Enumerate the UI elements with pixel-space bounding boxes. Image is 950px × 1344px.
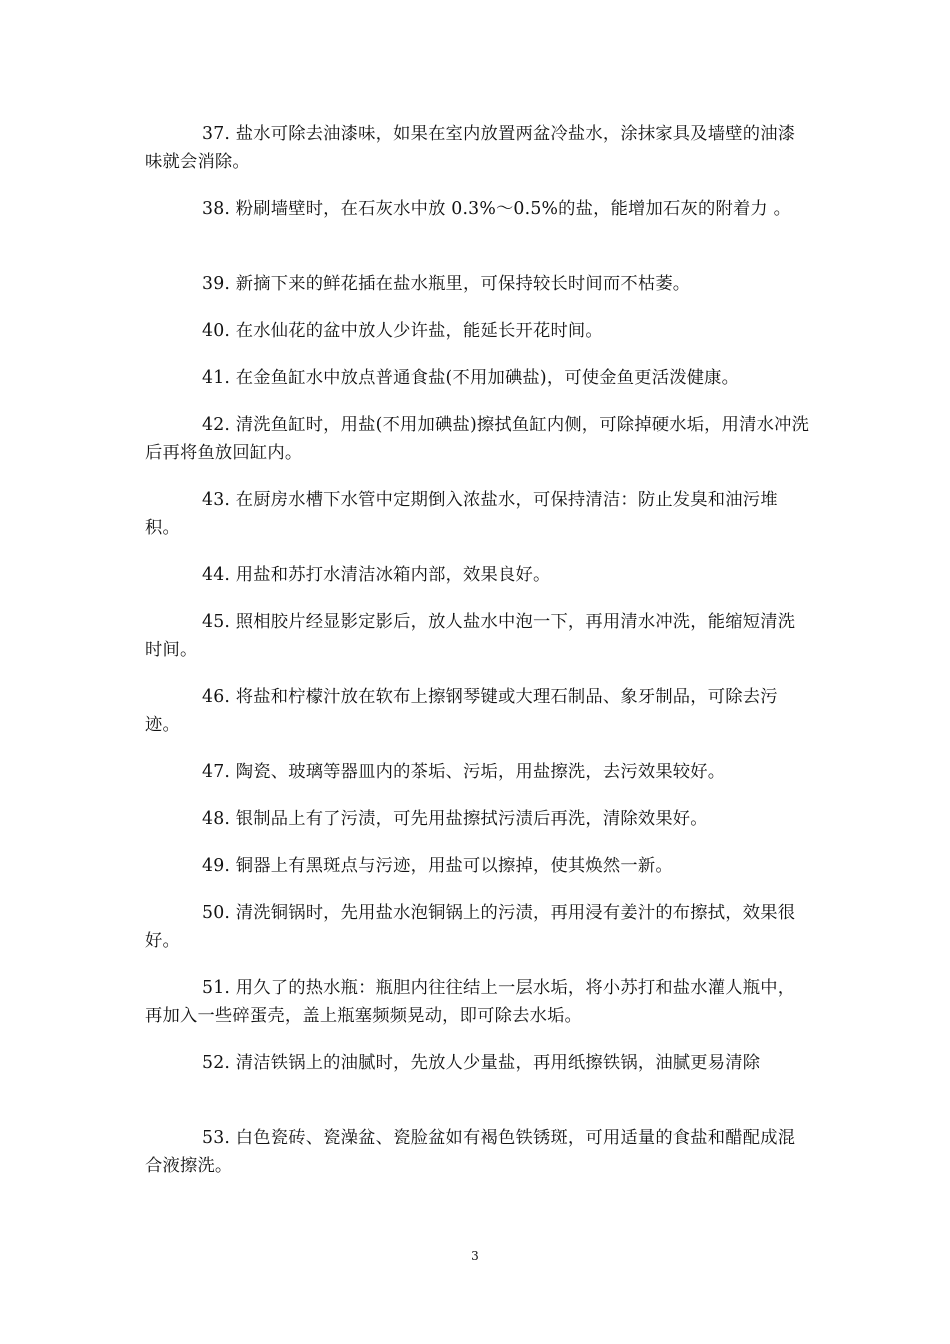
paragraph-49: 49. 铜器上有黑斑点与污迹，用盐可以擦掉，使其焕然一新。 [202, 856, 673, 876]
paragraph-spacer [145, 833, 810, 852]
paragraph-spacer [145, 1030, 810, 1049]
paragraph-spacer [145, 298, 810, 317]
paragraph-40: 40. 在水仙花的盆中放人少许盐，能延长开花时间。 [202, 321, 603, 341]
paragraph-spacer [145, 345, 810, 364]
paragraph-spacer [145, 664, 810, 683]
paragraph-45: 45. 照相胶片经显影定影后，放人盐水中泡一下，再用清水冲洗，能缩短清洗时间。 [145, 612, 796, 660]
paragraph-52: 52. 清洁铁锅上的油腻时，先放人少量盐，再用纸擦铁锅，油腻更易清除 [202, 1053, 761, 1073]
paragraph-spacer [145, 786, 810, 805]
paragraph-43: 43. 在厨房水槽下水管中定期倒入浓盐水，可保持清洁：防止发臭和油污堆积。 [145, 490, 778, 538]
paragraph-spacer [145, 955, 810, 974]
document-body [145, 120, 810, 1180]
paragraph-41: 41. 在金鱼缸水中放点普通食盐(不用加碘盐)，可使金鱼更活泼健康。 [202, 368, 740, 388]
paragraph-51: 51. 用久了的热水瓶：瓶胆内往往结上一层水垢，将小苏打和盐水灌人瓶中，再加入一些碎蛋壳，盖上瓶塞频频晃动，即可除去水垢。 [145, 978, 796, 1026]
paragraph-spacer [145, 739, 810, 758]
paragraph-spacer [145, 223, 810, 270]
paragraph-53: 53. 白色瓷砖、瓷澡盆、瓷脸盆如有褐色铁锈斑，可用适量的食盐和醋配成混合液擦洗。 [145, 1128, 796, 1176]
paragraph-spacer [145, 589, 810, 608]
paragraph-39: 39. 新摘下来的鲜花插在盐水瓶里，可保持较长时间而不枯萎。 [202, 274, 691, 294]
paragraph-42: 42. 清洗鱼缸时，用盐(不用加碘盐)擦拭鱼缸内侧，可除掉硬水垢，用清水冲洗后再将鱼放回缸内。 [145, 415, 810, 463]
paragraph-37: 37. 盐水可除去油漆味，如果在室内放置两盆冷盐水，涂抹家具及墙壁的油漆味就会消除。 [145, 124, 796, 172]
paragraph-47: 47. 陶瓷、玻璃等器皿内的茶垢、污垢，用盐擦洗，去污效果较好。 [202, 762, 726, 782]
paragraph-spacer [145, 467, 810, 486]
paragraph-48: 48. 银制品上有了污渍，可先用盐擦拭污渍后再洗，清除效果好。 [202, 809, 708, 829]
paragraph-spacer [145, 392, 810, 411]
paragraph-spacer [145, 176, 810, 195]
paragraph-spacer [145, 542, 810, 561]
paragraph-46: 46. 将盐和柠檬汁放在软布上擦钢琴键或大理石制品、象牙制品，可除去污迹。 [145, 687, 778, 735]
paragraph-spacer [145, 880, 810, 899]
page-number: 3 [471, 1249, 479, 1263]
paragraph-spacer [145, 1077, 810, 1124]
paragraph-44: 44. 用盐和苏打水清洁冰箱内部，效果良好。 [202, 565, 551, 585]
paragraph-50: 50. 清洗铜锅时，先用盐水泡铜锅上的污渍，再用浸有姜汁的布擦拭，效果很好。 [145, 903, 796, 951]
paragraph-38: 38. 粉刷墙壁时，在石灰水中放 0.3%～0.5%的盐，能增加石灰的附着力 。 [202, 199, 792, 219]
